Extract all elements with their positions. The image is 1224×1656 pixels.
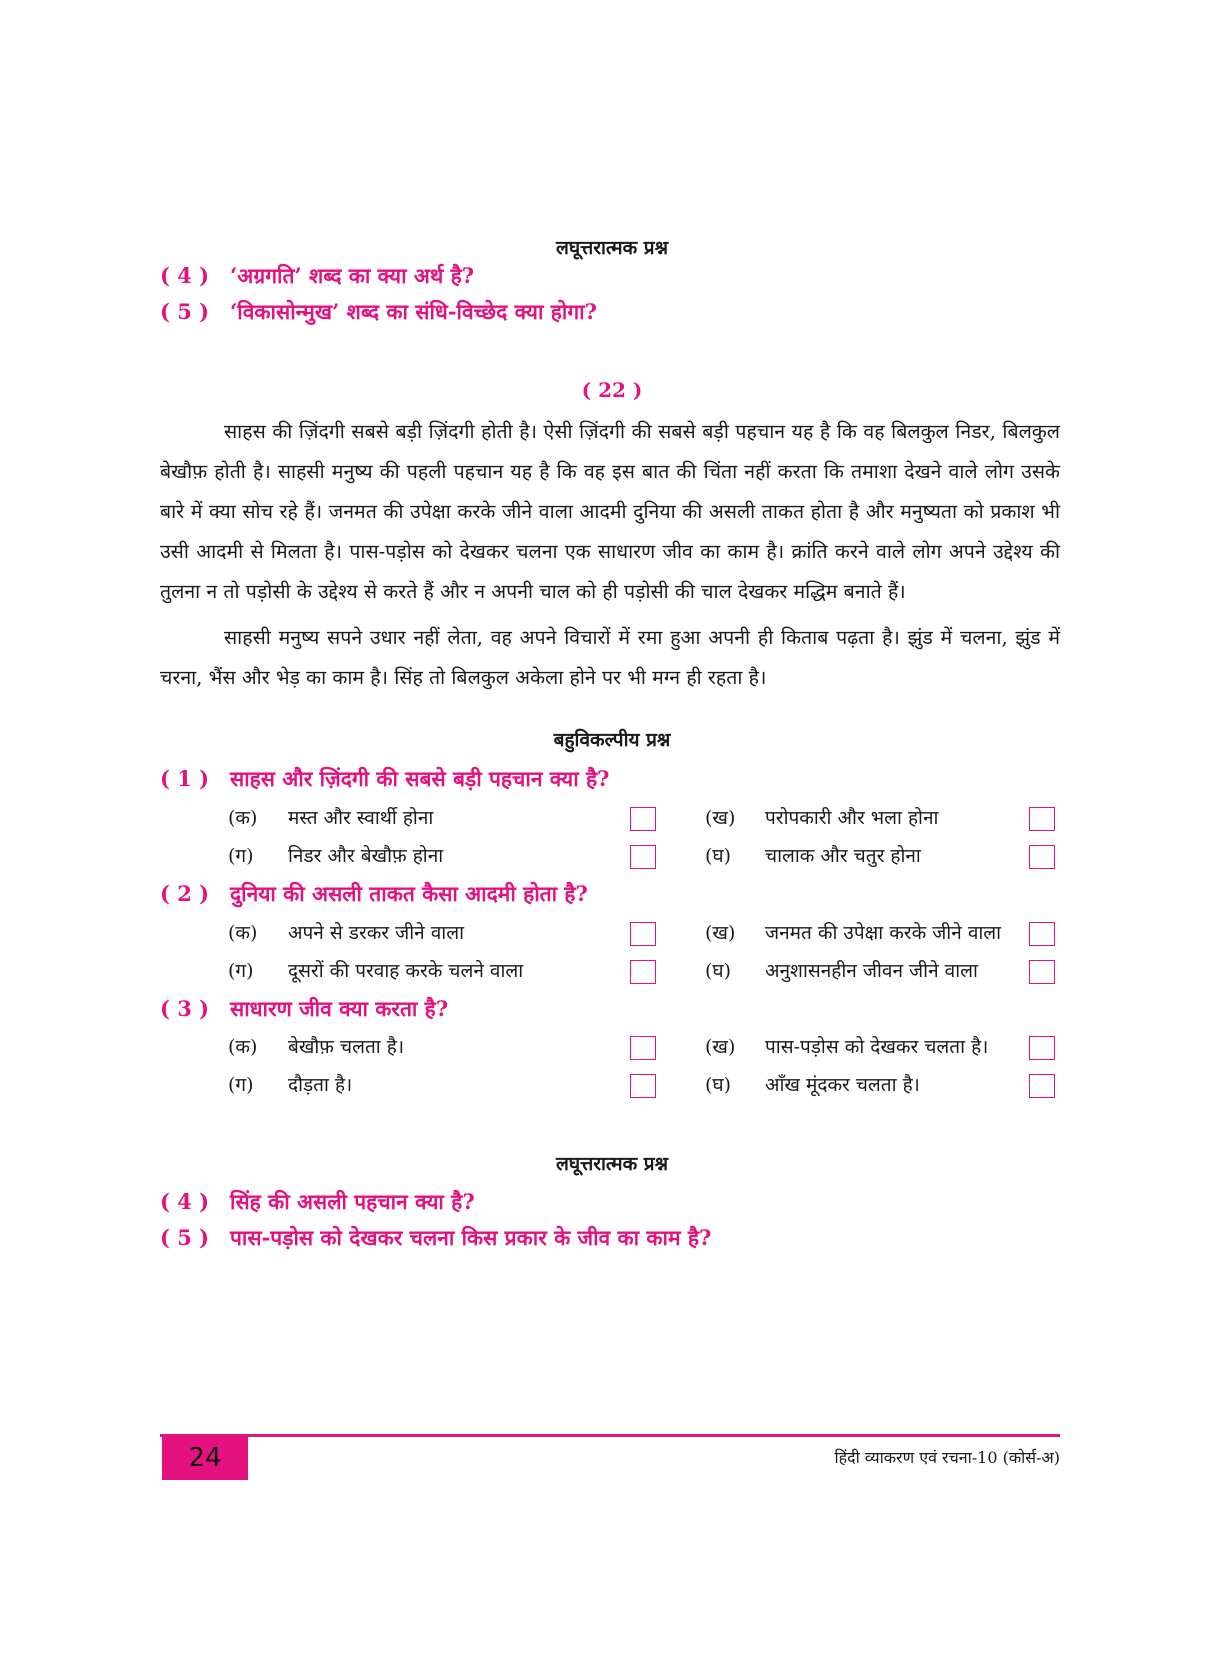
question-number: ( 4 ) [160, 263, 210, 288]
question-number: ( 2 ) [160, 881, 210, 906]
mcq-1-checkbox-ga[interactable] [630, 845, 656, 869]
mcq-2-option-ga: (ग) दूसरों की परवाह करके चलने वाला [228, 960, 524, 982]
question-number: ( 5 ) [160, 299, 210, 324]
mcq-2-checkbox-kha[interactable] [1029, 922, 1055, 946]
question-text: साधारण जीव क्या करता है? [230, 996, 449, 1021]
passage-number: ( 22 ) [581, 378, 643, 402]
question-4-top [160, 262, 474, 290]
question-text: ‘अग्रगति’ शब्द का क्या अर्थ है? [230, 263, 475, 288]
mcq-1-checkbox-kha[interactable] [1029, 807, 1055, 831]
question-number: ( 4 ) [160, 1189, 210, 1214]
mcq-2-checkbox-gha[interactable] [1029, 960, 1055, 984]
mcq-2-option-gha: (घ) अनुशासनहीन जीवन जीने वाला [705, 960, 978, 982]
mcq-question-3 [160, 995, 448, 1023]
mcq-3-checkbox-gha[interactable] [1029, 1074, 1055, 1098]
mcq-question-2 [160, 880, 588, 908]
mcq-1-option-gha: (घ) चालाक और चतुर होना [705, 845, 921, 867]
passage-paragraph-2: साहसी मनुष्य सपने उधार नहीं लेता, वह अपने विचारों में रमा हुआ अपनी ही किताब पढ़ता है। झुंड में चलना, झुंड में चरना, भैंस और भेड़ का काम है। सिंह तो बिलकुल अकेला होने पर भी मग्न ही रहता है। [160, 626, 1060, 689]
mcq-3-checkbox-ga[interactable] [630, 1074, 656, 1098]
mcq-2-option-ka: (क) अपने से डरकर जीने वाला [228, 922, 465, 944]
page-number: 24 [162, 1437, 248, 1480]
mcq-3-checkbox-kha[interactable] [1029, 1036, 1055, 1060]
question-4-bottom [160, 1188, 475, 1216]
mcq-1-option-kha: (ख) परोपकारी और भला होना [705, 807, 939, 829]
question-text: साहस और ज़िंदगी की सबसे बड़ी पहचान क्या है? [230, 766, 610, 791]
mcq-2-option-kha: (ख) जनमत की उपेक्षा करके जीने वाला [705, 922, 1002, 944]
mcq-2-checkbox-ka[interactable] [630, 922, 656, 946]
question-5-bottom [160, 1224, 711, 1252]
mcq-1-option-ga: (ग) निडर और बेखौफ़ होना [228, 845, 444, 867]
section-heading-short-answer-top: लघूत्तरात्मक प्रश्न [555, 237, 669, 259]
question-number: ( 3 ) [160, 996, 210, 1021]
passage-paragraph-1: साहस की ज़िंदगी सबसे बड़ी ज़िंदगी होती है। ऐसी ज़िंदगी की सबसे बड़ी पहचान यह है कि वह बिलकुल निडर, बिलकुल बेखौफ़ होती है। साहसी मनुष्य की पहली पहचान यह है कि वह इस बात की चिंता नहीं करता कि तमाशा देखने वाले लोग उसके बारे में क्या सोच रहे हैं। जनमत की उपेक्षा करके जीने वाला आदमी दुनिया की असली ताकत होता है और मनुष्यता को प्रकाश भी उसी आदमी से मिलता है। पास-पड़ोस को देखकर चलना एक साधारण जीव का काम है। क्रांति करने वाले लोग अपने उद्देश्य की तुलना न तो पड़ोसी के उद्देश्य से करते हैं और न अपनी चाल को ही पड़ोसी की चाल देखकर मद्धिम बनाते हैं। [160, 420, 1060, 603]
question-number: ( 1 ) [160, 766, 210, 791]
mcq-1-checkbox-gha[interactable] [1029, 845, 1055, 869]
question-text: पास-पड़ोस को देखकर चलना किस प्रकार के जीव का काम है? [230, 1225, 712, 1250]
question-text: सिंह की असली पहचान क्या है? [230, 1189, 475, 1214]
mcq-3-option-gha: (घ) आँख मूंदकर चलता है। [705, 1074, 920, 1096]
question-number: ( 5 ) [160, 1225, 210, 1250]
mcq-1-checkbox-ka[interactable] [630, 807, 656, 831]
question-text: ‘विकासोन्मुख’ शब्द का संधि-विच्छेद क्या होगा? [230, 299, 597, 324]
mcq-3-checkbox-ka[interactable] [630, 1036, 656, 1060]
mcq-1-option-ka: (क) मस्त और स्वार्थी होना [228, 807, 434, 829]
section-heading-mcq: बहुविकल्पीय प्रश्न [553, 729, 671, 751]
mcq-3-option-ga: (ग) दौड़ता है। [228, 1074, 353, 1096]
section-heading-short-answer-bottom: लघूत्तरात्मक प्रश्न [555, 1153, 669, 1175]
mcq-question-1 [160, 765, 609, 793]
passage-text [160, 412, 1060, 698]
question-5-top [160, 298, 597, 326]
question-text: दुनिया की असली ताकत कैसा आदमी होता है? [230, 881, 588, 906]
mcq-3-option-kha: (ख) पास-पड़ोस को देखकर चलता है। [705, 1036, 989, 1058]
book-title: हिंदी व्याकरण एवं रचना-10 (कोर्स-अ) [834, 1448, 1060, 1467]
footer-rule [160, 1434, 1060, 1437]
mcq-3-option-ka: (क) बेखौफ़ चलता है। [228, 1036, 405, 1058]
mcq-2-checkbox-ga[interactable] [630, 960, 656, 984]
